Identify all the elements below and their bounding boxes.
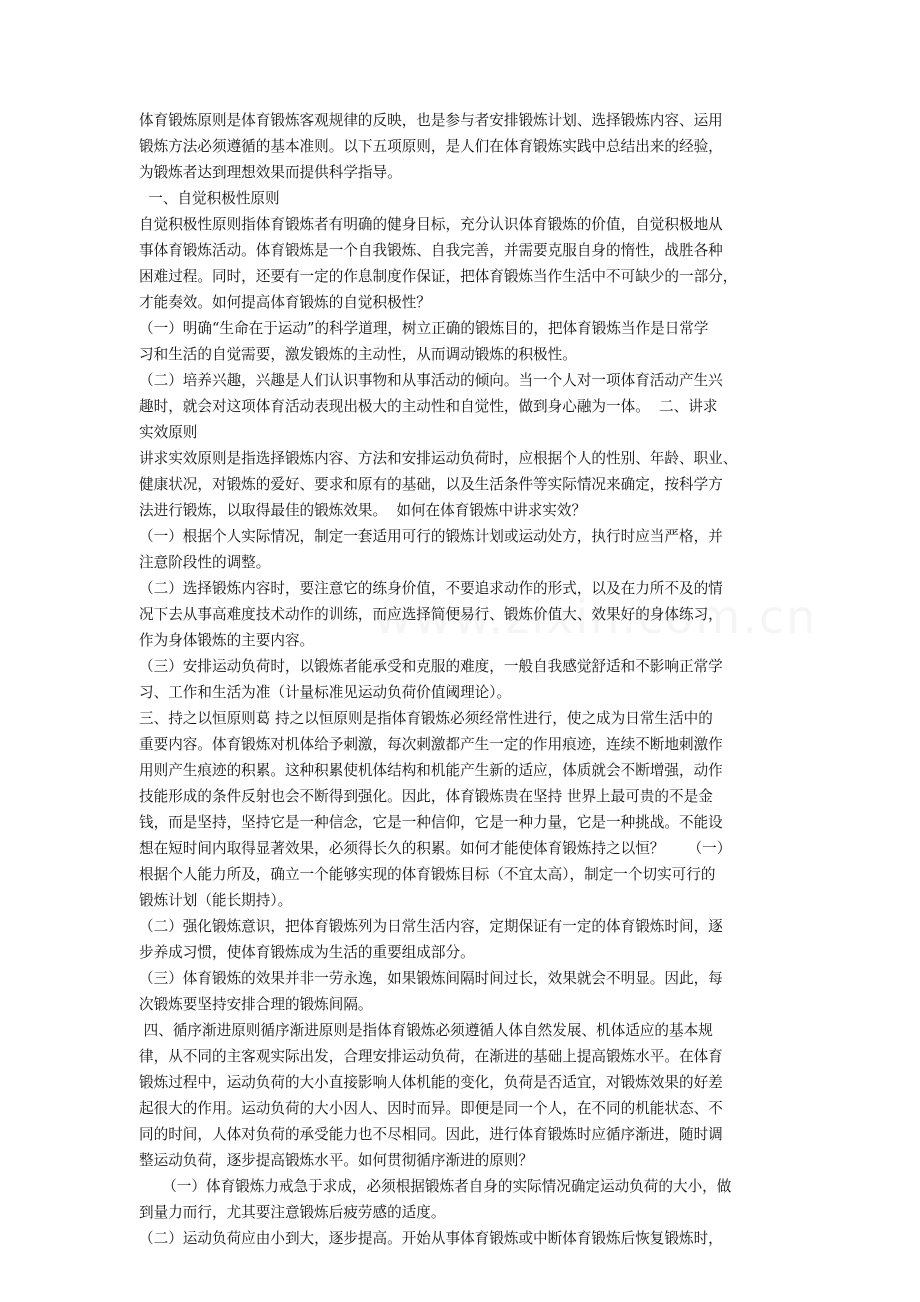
text-line: 根据个人能力所及，确立一个能够实现的体育锻炼目标（不宜太高），制定一个切实可行的 [139,866,716,883]
text-line: （二）运动负荷应由小到大，逐步提高。开始从事体育锻炼或中断体育锻炼后恢复锻炼时， [139,1230,723,1247]
text-line: （三）安排运动负荷时，以锻炼者能承受和克服的难度，一般自我感觉舒适和不影响正常学 [139,658,723,675]
document-body [139,108,784,1252]
text-line: 才能奏效。如何提高体育锻炼的自觉积极性？ [139,294,431,311]
text-line: 次锻炼要坚持安排合理的锻炼间隔。 [139,996,373,1013]
text-line: 锻炼计划（能长期持）。 [139,892,293,909]
text-line: 步养成习惯，使体育锻炼成为生活的重要组成部分。 [139,944,475,961]
text-line: 事体育锻炼活动。体育锻炼是一个自我锻炼、自我完善，并需要克服自身的惰性，战胜各种 [139,242,723,259]
section-heading: 一、自觉积极性原则 [139,190,280,207]
text-line: 技能形成的条件反射也会不断得到强化。因此，体育锻炼贵在坚持 世界上最可贵的不是金 [139,788,713,805]
text-line: （一）体育锻炼力戒急于求成，必须根据锻炼者自身的实际情况确定运动负荷的大小，做 [139,1178,732,1195]
text-line: （一）根据个人实际情况，制定一套适用可行的锻炼计划或运动处方，执行时应当严格，并 [139,528,723,545]
section-heading: 三、持之以恒原则葛 持之以恒原则是指体育锻炼必须经常性进行，使之成为日常生活中的 [139,710,713,727]
text-line: 困难过程。同时，还要有一定的作息制度作保证，把体育锻炼当作生活中不可缺少的一部分， [139,268,738,285]
text-line: 实效原则 [139,424,198,441]
text-line: 整运动负荷，逐步提高锻炼水平。如何贯彻循序渐进的原则？ [139,1152,534,1169]
text-line: （三）体育锻炼的效果并非一劳永逸，如果锻炼间隔时间过长，效果就会不明显。因此，每 [139,970,723,987]
text-line: 作为身体锻炼的主要内容。 [139,632,315,649]
text-line: 讲求实效原则是指选择锻炼内容、方法和安排运动负荷时，应根据个人的性别、年龄、职业、 [139,450,738,467]
text-line: （二）培养兴趣，兴趣是人们认识事物和从事活动的倾向。当一个人对一项体育活动产生兴 [139,372,723,389]
text-line: 到量力而行，尤其要注意锻炼后疲劳感的适度。 [139,1204,446,1221]
text-line: 钱，而是坚持，坚持它是一种信念，它是一种信仰，它是一种力量，它是一种挑战。不能设 [139,814,723,831]
text-line: 重要内容。体育锻炼对机体给予刺激，每次刺激都产生一定的作用痕迹，连续不断地刺激作 [139,736,723,753]
text-line: 想在短时间内取得显著效果，必须得长久的积累。如何才能使体育锻炼持之以恒？ （一） [139,840,732,857]
text-line: 体育锻炼原则是体育锻炼客观规律的反映，也是参与者安排锻炼计划、选择锻炼内容、运用 [139,112,723,129]
text-line: 自觉积极性原则指体育锻炼者有明确的健身目标，充分认识体育锻炼的价值，自觉积极地从 [139,216,723,233]
text-line: 况下去从事高难度技术动作的训练，而应选择简便易行、锻炼价值大、效果好的身体练习， [139,606,723,623]
text-line: 锻炼方法必须遵循的基本准则。以下五项原则，是人们在体育锻炼实践中总结出来的经验， [139,138,723,155]
text-line: （二）选择锻炼内容时，要注意它的练身价值，不要追求动作的形式，以及在力所不及的情 [139,580,723,597]
text-line: 法进行锻炼，以取得最佳的锻炼效果。 如何在体育锻炼中讲求实效？ [139,502,587,519]
text-line: 起很大的作用。运动负荷的大小因人、因时而异。即便是同一个人，在不同的机能状态、不 [139,1100,723,1117]
text-line: （一）明确“生命在于运动”的科学道理，树立正确的锻炼目的，把体育锻炼当作是日常学 [139,320,709,337]
text-line: 为锻炼者达到理想效果而提供科学指导。 [139,164,402,181]
text-line: 注意阶段性的调整。 [139,554,271,571]
text-line: 用则产生痕迹的积累。这种积累使机体结构和机能产生新的适应，体质就会不断增强，动作 [139,762,723,779]
text-line: 趣时，就会对这项体育活动表现出极大的主动性和自觉性，做到身心融为一体。 二、讲求 [139,398,718,415]
text-line: 习、工作和生活为准（计量标准见运动负荷价值阈理论）。 [139,684,512,701]
text-line: 习和生活的自觉需要，激发锻炼的主动性，从而调动锻炼的积极性。 [139,346,577,363]
text-line: 同的时间，人体对负荷的承受能力也不尽相同。因此，进行体育锻炼时应循序渐进，随时调 [139,1126,723,1143]
text-line: 律，从不同的主客观实际出发，合理安排运动负荷，在渐进的基础上提高锻炼水平。在体育 [139,1048,723,1065]
text-line: （二）强化锻炼意识，把体育锻炼列为日常生活内容，定期保证有一定的体育锻炼时间，逐 [139,918,723,935]
section-heading: 四、循序渐进原则循序渐进原则是指体育锻炼必须遵循人体自然发展、机体适应的基本规 [139,1022,713,1039]
text-line: 锻炼过程中，运动负荷的大小直接影响人体机能的变化，负荷是否适宜，对锻炼效果的好差 [139,1074,723,1091]
text-line: 健康状况，对锻炼的爱好、要求和原有的基础，以及生活条件等实际情况来确定，按科学方 [139,476,723,493]
